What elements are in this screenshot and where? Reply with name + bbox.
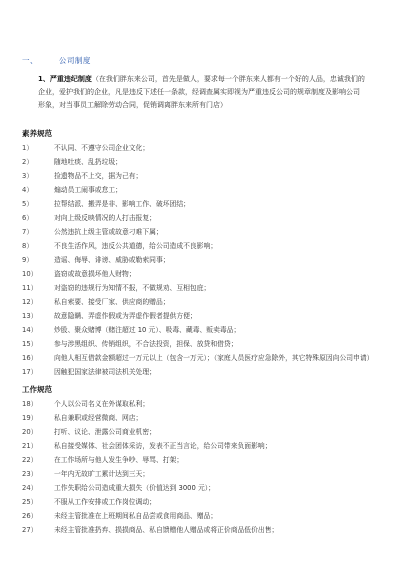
rule-item xyxy=(22,365,380,379)
rule-item xyxy=(22,323,380,337)
intro-label: 1、严重违纪制度 xyxy=(38,75,92,83)
intro-text: （在我们胖东来公司，首先是做人，要求每一个胖东来人都有一个好的人品，忠诚我们的企业，爱护我们的企业，凡是违反下述任一条款，经调查属实即视为严重违反公司的规章制度及影响公司形象，对当事员工解除劳动合同，促销调离胖东来所有门店） xyxy=(38,75,365,110)
rule-number: 9） xyxy=(22,256,34,264)
rule-item xyxy=(22,481,380,495)
rule-number: 26） xyxy=(22,512,38,520)
rule-item xyxy=(22,225,380,239)
intro-paragraph xyxy=(38,73,366,113)
rule-number: 18） xyxy=(22,400,38,408)
rule-text: 公然违抗上级主管或故意刁难下属； xyxy=(54,228,163,236)
rule-item xyxy=(22,495,380,509)
rule-number: 4） xyxy=(22,186,34,194)
heading-title: 公司制度 xyxy=(58,56,91,65)
rule-item xyxy=(22,295,380,309)
rule-text: 私自索要、接受厂家、供应商的赠品； xyxy=(54,298,170,306)
rule-text: 在工作场所与他人发生争吵、辱骂、打架； xyxy=(54,456,184,464)
rule-item xyxy=(22,309,380,323)
rule-text: 一年内无故旷工累计达到三天； xyxy=(54,470,150,478)
rule-text: 故意隐瞒、弄虚作假或为弄虚作假者提供方便； xyxy=(54,312,197,320)
rule-text: 盗窃或故意损坏他人财物； xyxy=(54,270,136,278)
rule-item xyxy=(22,425,380,439)
rule-text: 未经主管批准扔弃、损损商品、私自馈赠他人赠品或将正价商品低价出售； xyxy=(54,526,279,534)
rule-item xyxy=(22,155,380,169)
rule-text: 向他人相互借款金额超过一万元以上（包含一万元）；（家庭人员医疗应急除外，其它特殊原因向公司申请） xyxy=(54,354,374,362)
heading-number: 一、 xyxy=(22,56,38,65)
rule-text: 私自兼职或经营微商、网店； xyxy=(54,414,143,422)
rule-item xyxy=(22,453,380,467)
rule-number: 11） xyxy=(22,284,38,292)
rule-text: 因触犯国家法律被司法机关处理； xyxy=(54,368,156,376)
rule-text: 参与涉黑组织、传销组织，不合法投资，担保、放贷和借贷； xyxy=(54,340,238,348)
rule-number: 23） xyxy=(22,470,38,478)
section-title-gongzuo: 工作规范 xyxy=(22,385,52,394)
rule-text: 不认同、不遵守公司企业文化； xyxy=(54,144,150,152)
rule-item xyxy=(22,509,380,523)
section-title-suyang: 素养规范 xyxy=(22,129,52,138)
rule-item xyxy=(22,281,380,295)
rule-text: 个人以公司名义在外谋取私利； xyxy=(54,400,150,408)
rules-list-gongzuo xyxy=(22,397,380,537)
rule-number: 6） xyxy=(22,214,34,222)
rule-number: 27） xyxy=(22,526,38,534)
rule-number: 5） xyxy=(22,200,34,208)
rule-item xyxy=(22,267,380,281)
rule-text: 煽动员工闹事或怠工； xyxy=(54,186,122,194)
rule-number: 21） xyxy=(22,442,38,450)
rule-item xyxy=(22,351,380,365)
rules-list-suyang xyxy=(22,141,380,379)
rule-item xyxy=(22,141,380,155)
rule-text: 拉帮结派、搬弄是非、影响工作、破坏团结； xyxy=(54,200,190,208)
rule-number: 7） xyxy=(22,228,34,236)
rule-number: 16） xyxy=(22,354,38,362)
rule-text: 对盗窃的违规行为知情不报，不做规劝、互相包庇； xyxy=(54,284,211,292)
rule-number: 15） xyxy=(22,340,38,348)
rule-text: 打听、议论、泄露公司商业机密； xyxy=(54,428,156,436)
rule-number: 24） xyxy=(22,484,38,492)
rule-text: 炒股、聚众赌博（赌注超过 10 元）、吸毒、藏毒、贩卖毒品； xyxy=(54,326,241,334)
rule-number: 8） xyxy=(22,242,34,250)
rule-text: 私自接受媒体、社会团体采访，发表不正当言论，给公司带来负面影响； xyxy=(54,442,272,450)
rule-number: 3） xyxy=(22,172,34,180)
rule-text: 不服从工作安排或工作岗位调动； xyxy=(54,498,156,506)
rule-item xyxy=(22,183,380,197)
rule-number: 2） xyxy=(22,158,34,166)
rule-number: 22） xyxy=(22,456,38,464)
rule-item xyxy=(22,239,380,253)
rule-number: 19） xyxy=(22,414,38,422)
section-heading xyxy=(22,55,91,66)
rule-item xyxy=(22,169,380,183)
rule-number: 13） xyxy=(22,312,38,320)
rule-item xyxy=(22,397,380,411)
rule-number: 10） xyxy=(22,270,38,278)
rule-number: 20） xyxy=(22,428,38,436)
rule-item xyxy=(22,197,380,211)
rule-number: 1） xyxy=(22,144,34,152)
rule-text: 随地吐痰、乱扔垃圾； xyxy=(54,158,122,166)
rule-item xyxy=(22,337,380,351)
rule-item xyxy=(22,439,380,453)
rule-item xyxy=(22,467,380,481)
rule-item xyxy=(22,211,380,225)
rule-number: 12） xyxy=(22,298,38,306)
rule-text: 造谣、侮辱、诽谤、威胁或勒索同事； xyxy=(54,256,170,264)
rule-number: 17） xyxy=(22,368,38,376)
rule-number: 25） xyxy=(22,498,38,506)
rule-item xyxy=(22,411,380,425)
rule-item xyxy=(22,523,380,537)
rule-text: 未经主管批准在上班期间私自品尝或食用商品、赠品； xyxy=(54,512,218,520)
rule-text: 工作失职给公司造成重大损失（价值达到 3000 元）； xyxy=(54,484,215,492)
rule-text: 不良生活作风，违反公共道德，给公司造成不良影响； xyxy=(54,242,218,250)
rule-number: 14） xyxy=(22,326,38,334)
rule-text: 对向上级反映情况的人打击报复； xyxy=(54,214,156,222)
rule-item xyxy=(22,253,380,267)
rule-text: 捡遗物品不上交，据为己有； xyxy=(54,172,143,180)
